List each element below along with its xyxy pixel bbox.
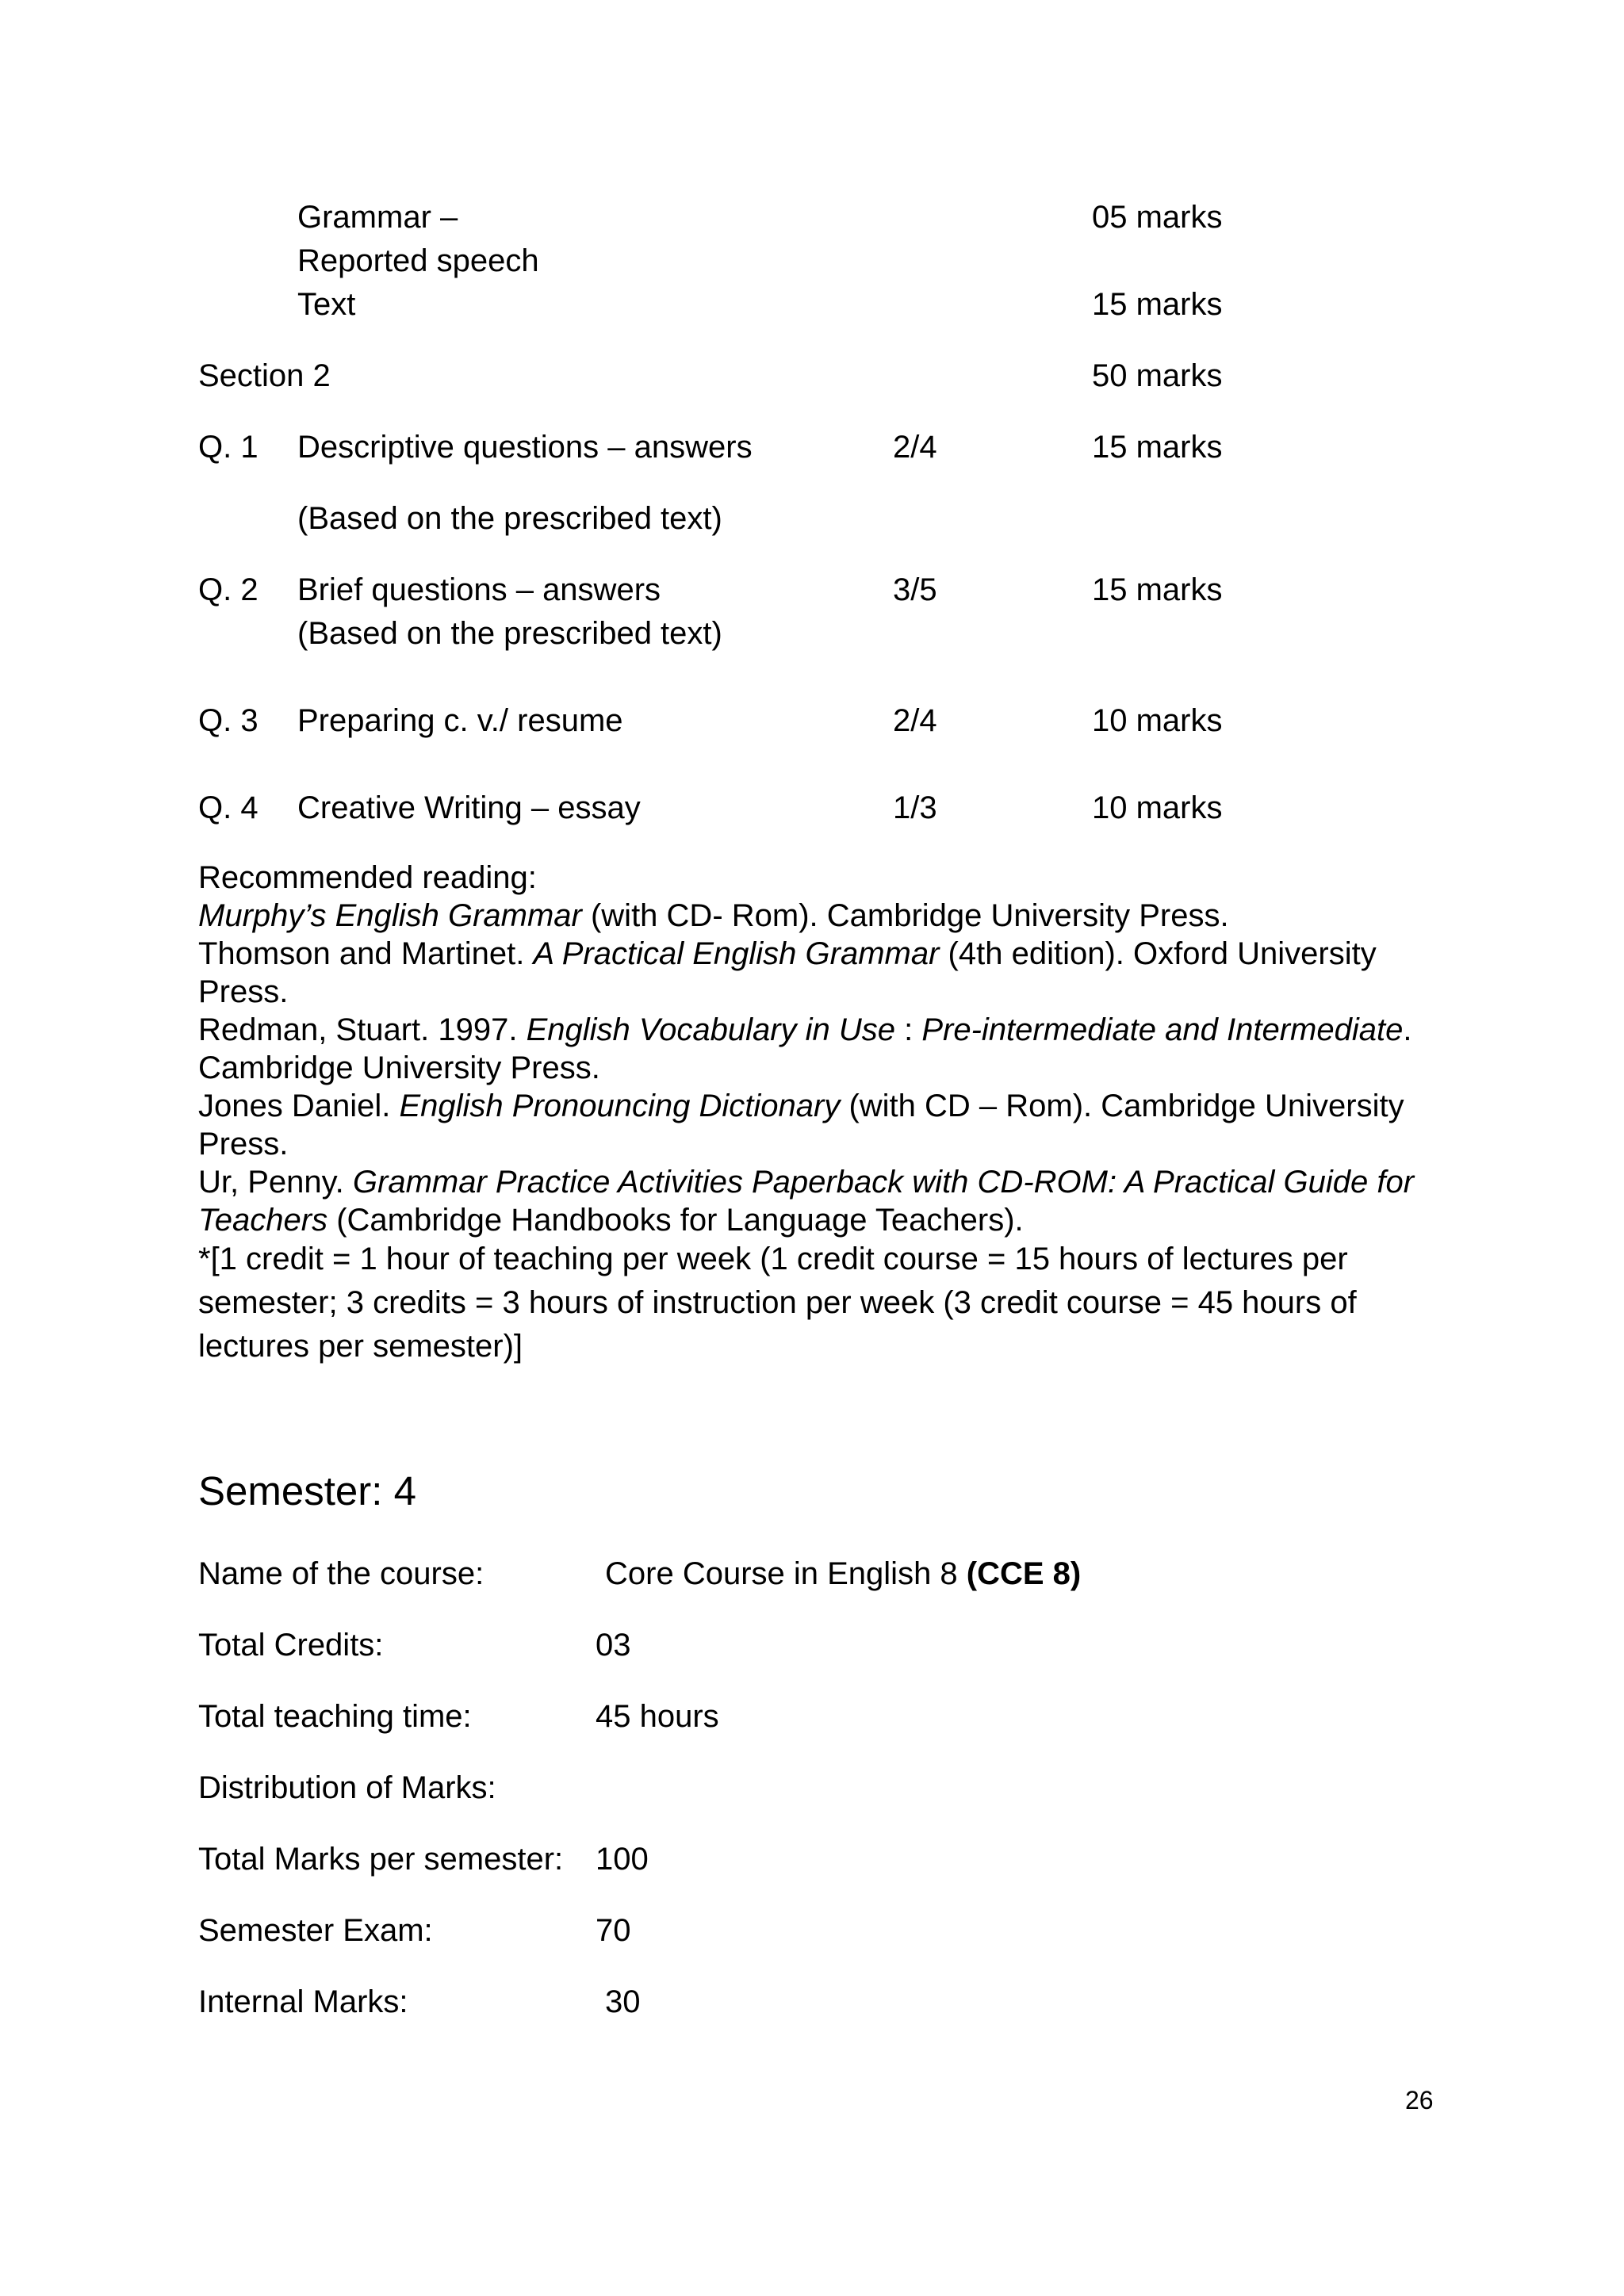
teaching-time-label: Total teaching time: (198, 1699, 472, 1734)
semester-heading: Semester: 4 (198, 1468, 416, 1513)
course-name-value (605, 1558, 1081, 1590)
reference-title: English Vocabulary in Use (526, 1012, 896, 1047)
section2-label: Section 2 (198, 358, 331, 393)
distribution-label: Distribution of Marks: (198, 1770, 496, 1805)
recommended-reading (198, 859, 1435, 1239)
reference-separator: : (895, 1012, 922, 1047)
grammar-label: Grammar – (297, 200, 458, 235)
reference-author: Ur, Penny. (198, 1165, 353, 1200)
reading-reference (198, 1087, 1435, 1163)
reading-reference (198, 897, 1435, 935)
reference-title: Murphy’s English Grammar (198, 898, 582, 933)
course-name-text: Core Course in English 8 (605, 1556, 967, 1591)
question-title: Preparing c. v./ resume (297, 703, 623, 738)
reading-heading: Recommended reading: (198, 860, 537, 895)
semester-exam-label: Semester Exam: (198, 1913, 433, 1948)
grammar-marks: 05 marks (1092, 200, 1223, 235)
page-number: 26 (1405, 2086, 1434, 2114)
total-credits-value: 03 (596, 1628, 631, 1663)
text-marks: 15 marks (1092, 287, 1223, 322)
reading-reference (198, 1011, 1435, 1087)
question-marks: 15 marks (1092, 430, 1223, 465)
reading-reference (198, 935, 1435, 1011)
question-note: (Based on the prescribed text) (297, 616, 722, 651)
question-title: Brief questions – answers (297, 572, 661, 607)
question-number: Q. 1 (198, 430, 259, 465)
question-note: (Based on the prescribed text) (297, 501, 722, 536)
reference-subtitle: Pre-intermediate and Intermediate (921, 1012, 1404, 1047)
question-marks: 15 marks (1092, 572, 1223, 607)
total-credits-label: Total Credits: (198, 1628, 384, 1663)
reference-details: (with CD- Rom). Cambridge University Press. (581, 898, 1229, 933)
question-marks: 10 marks (1092, 703, 1223, 738)
reference-author: Redman, Stuart. 1997. (198, 1012, 527, 1047)
question-choice: 2/4 (893, 430, 937, 465)
total-marks-label: Total Marks per semester: (198, 1842, 564, 1877)
reported-speech-label: Reported speech (297, 243, 539, 278)
text-label: Text (297, 287, 356, 322)
course-code: (CCE 8) (966, 1556, 1082, 1591)
internal-marks-value: 30 (605, 1984, 641, 2019)
question-choice: 2/4 (893, 703, 937, 738)
question-marks: 10 marks (1092, 790, 1223, 825)
reference-details: (with CD – Rom). Cambridge University Press. (198, 1089, 1404, 1161)
reference-title: English Pronouncing Dictionary (399, 1089, 841, 1123)
internal-marks-label: Internal Marks: (198, 1984, 408, 2019)
reference-title: A Practical English Grammar (533, 936, 940, 971)
semester-exam-value: 70 (596, 1913, 631, 1948)
question-title: Creative Writing – essay (297, 790, 641, 825)
question-choice: 3/5 (893, 572, 937, 607)
reference-title: Grammar Practice Activities Paperback with CD-ROM: A Practical Guide for Teachers (198, 1165, 1415, 1238)
section2-marks: 50 marks (1092, 358, 1223, 393)
teaching-time-value: 45 hours (596, 1699, 719, 1734)
question-title: Descriptive questions – answers (297, 430, 753, 465)
reference-details: (4th edition). Oxford University Press. (198, 936, 1377, 1009)
credit-note: *[1 credit = 1 hour of teaching per week (1 credit course = 15 hours of lectures per semester; 3 credits = 3 hours of instruction per week (3 credit course = 45 hours of lectures per semester)] (198, 1242, 1357, 1364)
total-marks-value: 100 (596, 1842, 649, 1877)
reference-details: (Cambridge Handbooks for Language Teachers). (327, 1203, 1024, 1238)
reference-author: Jones Daniel. (198, 1089, 400, 1123)
reference-details: . Cambridge University Press. (198, 1012, 1412, 1085)
question-number: Q. 2 (198, 572, 259, 607)
reference-author: Thomson and Martinet. (198, 936, 534, 971)
question-choice: 1/3 (893, 790, 937, 825)
question-number: Q. 3 (198, 703, 259, 738)
question-number: Q. 4 (198, 790, 259, 825)
reading-reference (198, 1163, 1435, 1239)
course-name-label: Name of the course: (198, 1556, 485, 1591)
